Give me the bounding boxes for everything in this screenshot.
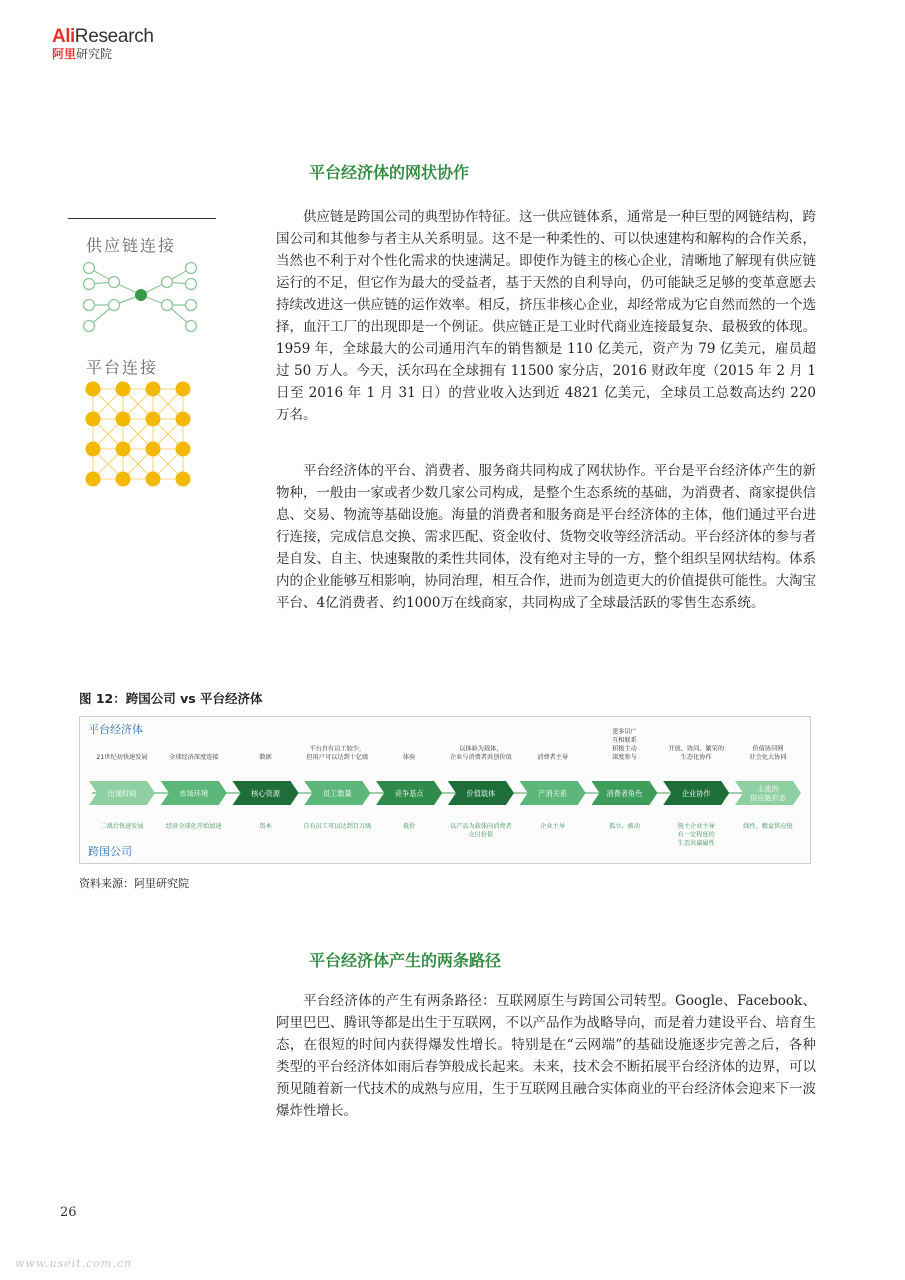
node-top-text-8: 更多识广互相联系积极主动深度参与 [612,728,637,761]
node-label-9: 企业协作 [681,789,711,798]
node-bottom-text-2: 经济全球化开始加速 [165,823,222,830]
node-bottom-text-9: 链主企业主导有一定程度的生态共赢属性 [677,823,715,847]
node-top-text-1: 21世纪初快速发展 [96,754,148,761]
comparison-diagram [80,717,810,863]
supply-chain-network-diagram [80,258,200,340]
node-bottom-text-1: 二战后快速发展 [100,823,144,830]
node-bottom-text-6: 以产品为载体向消费者交付价值 [449,823,512,839]
label-platform-connection: 平台连接 [86,358,159,377]
node-label-1: 出现时间 [107,789,137,798]
logo-ali-text: Ali [52,26,75,47]
node-label-7: 产消关系 [538,789,568,798]
sidebar-divider [68,218,216,219]
figure-bottom-label: 跨国公司 [88,845,132,858]
node-bottom-text-5: 低价 [402,823,416,830]
paragraph-two-paths: 平台经济体的产生有两条路径：互联网原生与跨国公司转型。Google、Facebook、阿里巴巴、腾讯等都是出生于互联网，不以产品作为战略导向，而是着力建设平台、培育生态，在很短的时间内获得爆发性增长。特别是在“云网端”的基础设施逐步完善之后，各种类型的平台经济体如雨后春笋般成长起来。未来，技术会不断拓展平台经济体的边界，可以预见随着新一代技术的成熟与应用，生于互联网且融合实体商业的平台经济体会迎来下一波爆炸性增长。 [276,993,816,1119]
node-label-5: 竞争基点 [394,789,424,798]
logo-cn-red: 阿里 [52,47,77,61]
node-label-4: 员工数量 [322,789,352,798]
logo-research-text: Research [74,26,154,47]
node-top-text-5: 体验 [402,754,416,761]
alirsearch-logo [52,27,182,67]
node-label-8: 消费者角色 [606,789,643,798]
node-top-text-2: 全球经济深度连接 [169,754,219,761]
section-title-network-collaboration: 平台经济体的网状协作 [309,163,470,182]
figure-comparison-box [79,716,811,864]
logo-cn-grey: 研究院 [76,47,113,61]
node-top-text-9: 开放、协同、繁荣的生态化协作 [668,745,725,761]
node-top-text-7: 消费者主导 [537,754,569,761]
paragraph-network-collaboration: 平台经济体的平台、消费者、服务商共同构成了网状协作。平台是平台经济体产生的新物种，一般由一家或者少数几家公司构成，是整个生态系统的基础，为消费者、商家提供信息、交易、物流等基础设施。海量的消费者和服务商是平台经济体的主体，他们通过平台进行连接，完成信息交换、需求匹配、资金收付、货物交收等经济活动。平台经济体的参与者是自发、自主、快速聚散的柔性共同体，没有绝对主导的一方，整个组织呈网状结构。体系内的企业能够互相影响，协同治理，相互合作，进而为创造更大的价值提供可能性。大淘宝平台、4亿消费者、约1000万在线商家，共同构成了全球最活跃的零售生态系统。 [276,463,816,611]
node-bottom-text-4: 自有员工可以达到百万级 [303,823,372,830]
platform-grid-diagram [84,380,192,488]
node-label-2: 市场环境 [179,789,209,798]
node-bottom-text-10: 线性、精益供应链 [743,823,793,830]
figure-source: 资料来源：阿里研究院 [79,877,189,890]
label-supply-chain-connection: 供应链连接 [86,236,177,255]
node-top-text-10: 价值协同网社会化大协同 [749,745,787,761]
node-bottom-text-7: 企业主导 [540,823,566,830]
figure-caption: 图 12：跨国公司 vs 平台经济体 [79,691,263,706]
node-top-text-3: 数据 [259,754,272,761]
node-label-6: 价值载体 [466,789,496,798]
watermark: www.useit.com.cn [15,1257,133,1270]
node-bottom-text-8: 孤立、被动 [608,823,640,830]
node-top-text-6: 以体验为载体，企业与消费者共创价值 [449,745,512,761]
page-number: 26 [60,1205,77,1220]
node-bottom-text-3: 资本 [259,823,272,830]
figure-top-label: 平台经济体 [88,723,143,736]
node-top-text-4: 平台自有员工较少，但用户可以达到十亿级 [306,745,369,761]
paragraph-supply-chain: 供应链是跨国公司的典型协作特征。这一供应链体系，通常是一种巨型的网链结构，跨国公司和其他参与者主从关系明显。这不是一种柔性的、可以快速建构和解构的合作关系，当然也不利于对个性化需求的快速满足。即使作为链主的核心企业，清晰地了解现有供应链运行的不足，但它作为最大的受益者，基于天然的自利导向，仍可能缺乏足够的变革意愿去持续改进这一供应链的运作效率。相反，挤压非核心企业，却经常成为它自然而然的一个选择，血汗工厂的出现即是一个例证。供应链正是工业时代商业连接最复杂、最极致的体现。1959 年，全球最大的公司通用汽车的销售额是 110 亿美元，资产为 79 亿美元，雇员超过 50 万人。今天，沃尔玛在全球拥有 11500 家分店，2016 财政年度（2015 年 2 月 1 日至 2016 年 1 月 31 日）的营业收入达到近 4821 亿美元，全球员工总数高达约 220 万名。 [276,209,816,423]
node-label-10: 主流的供应链形态 [750,784,786,803]
node-label-3: 核心资源 [251,789,280,798]
section-title-two-paths: 平台经济体产生的两条路径 [309,951,502,970]
